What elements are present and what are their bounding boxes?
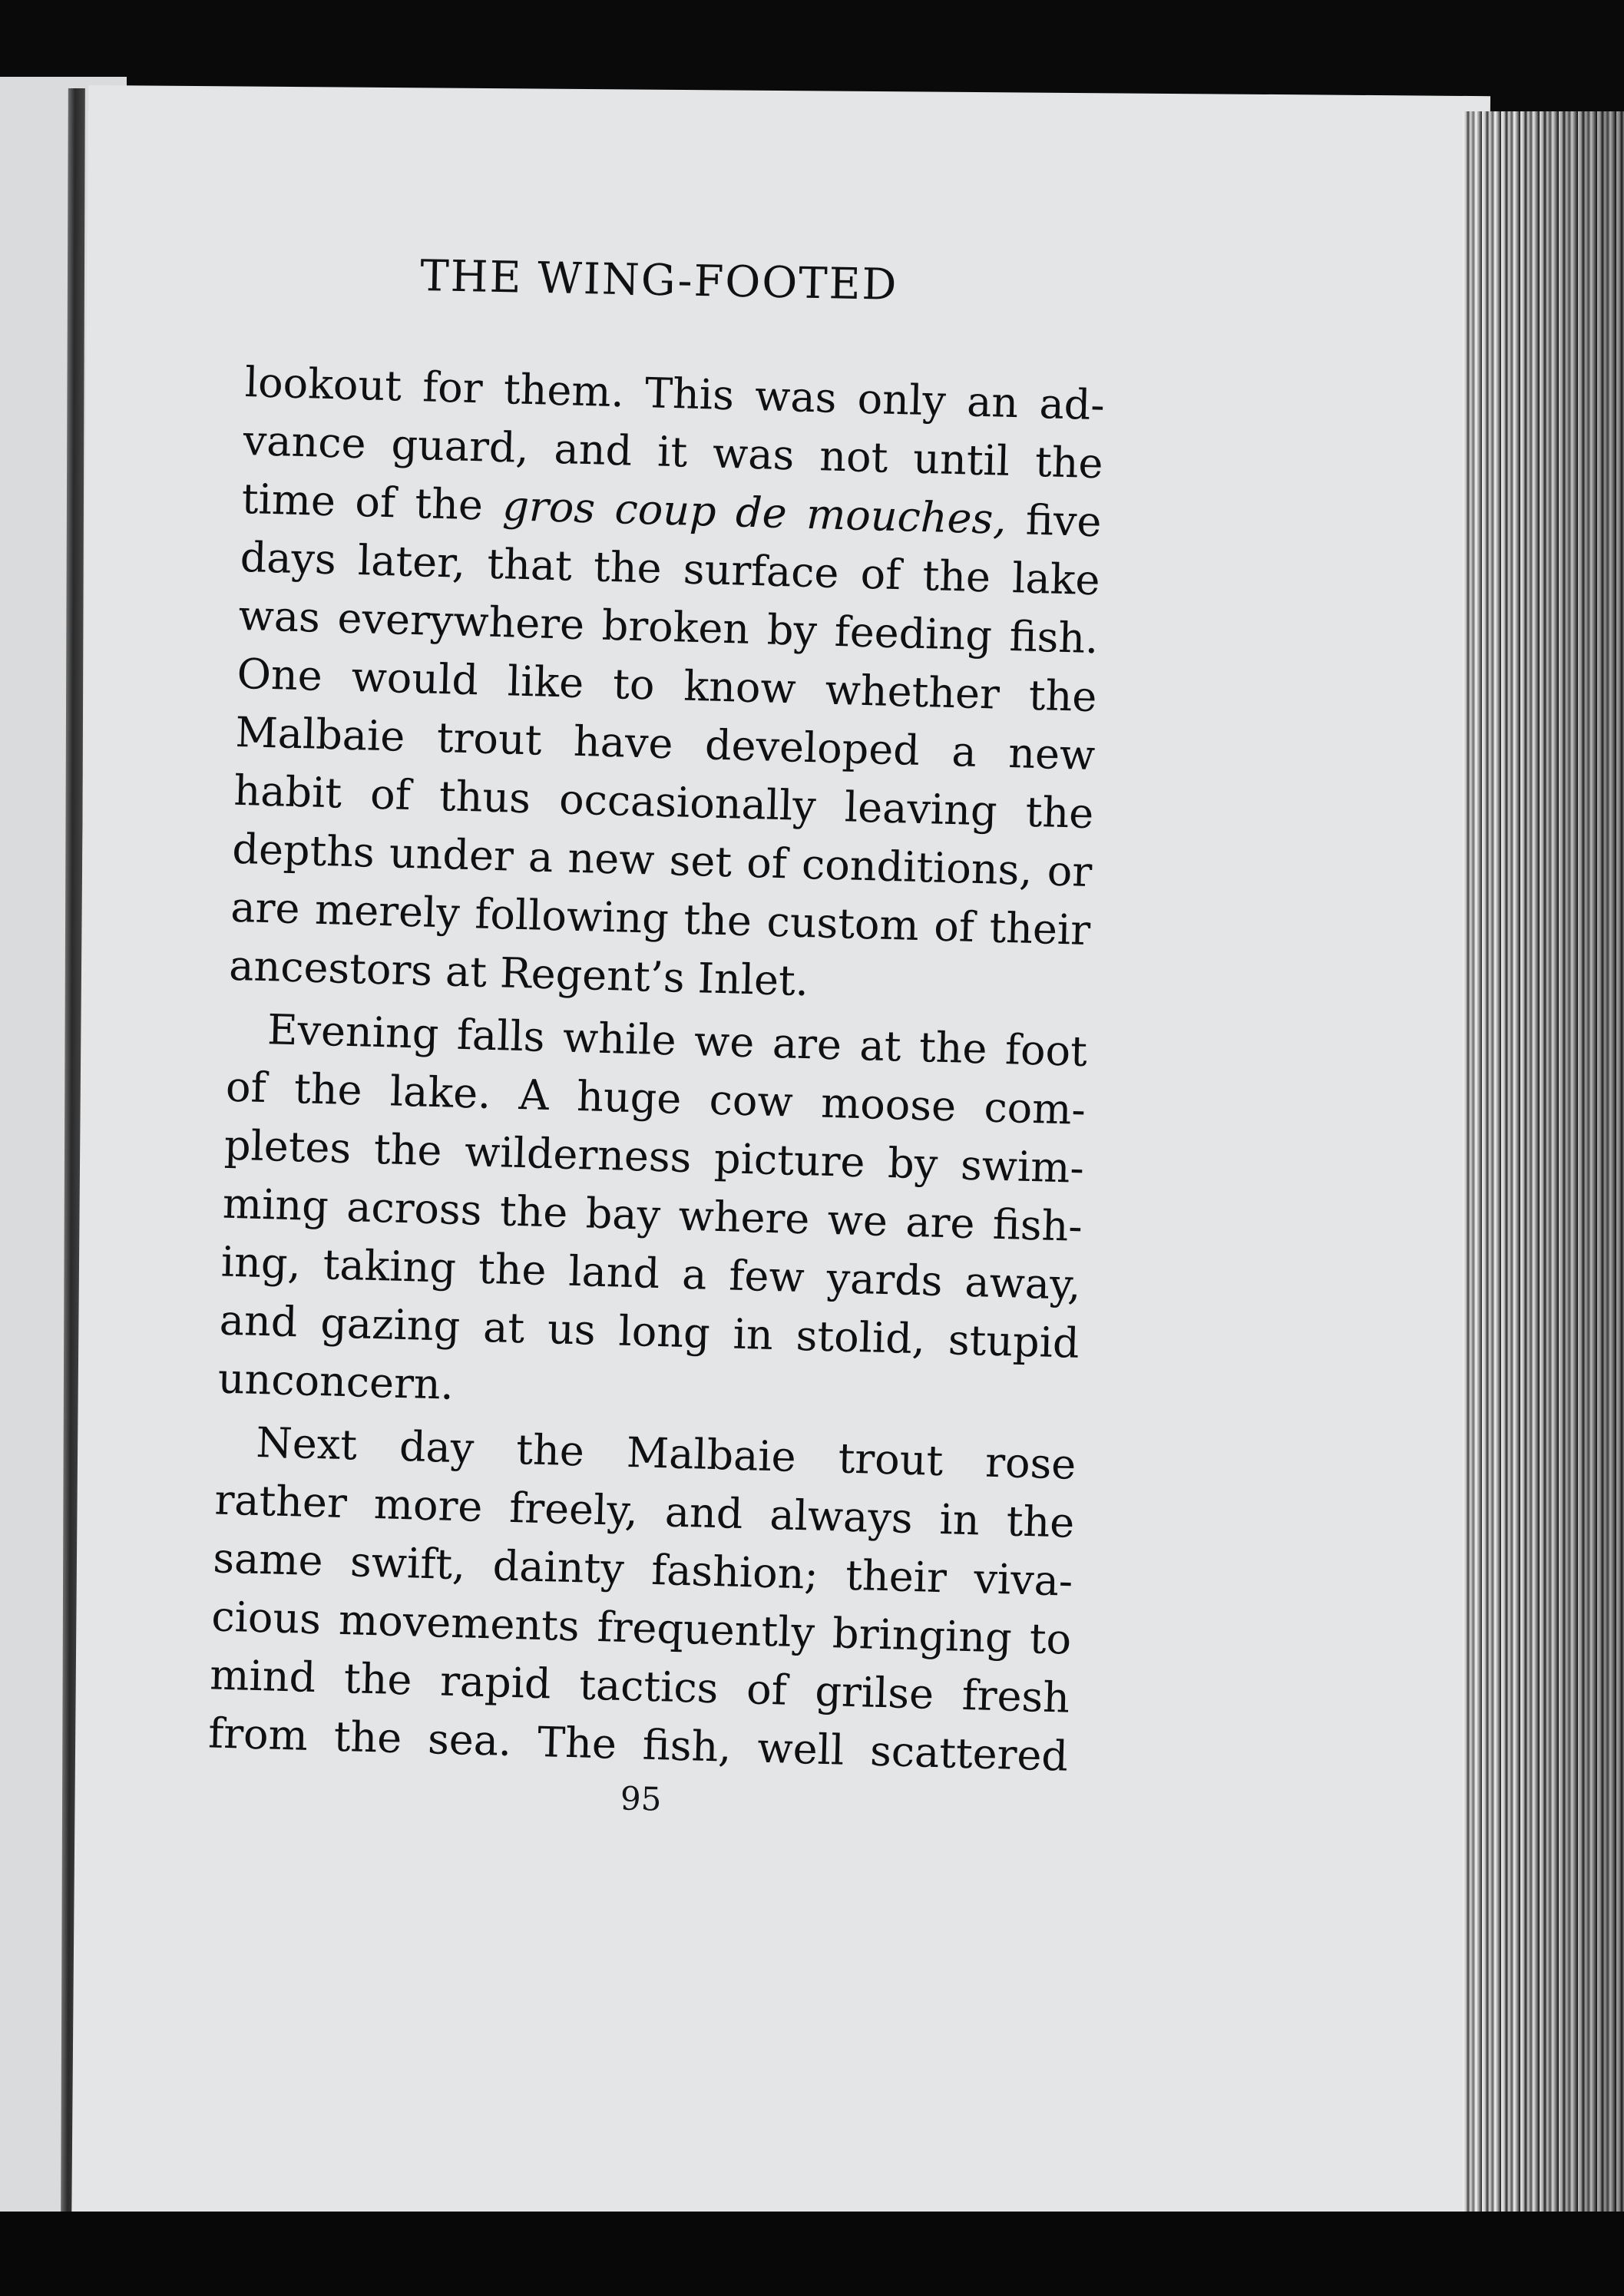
text-line: One would like to know whether the	[236, 649, 1098, 722]
page-number: 95	[620, 1779, 663, 1818]
italic-phrase: gros coup de mouches,	[501, 481, 1007, 544]
text-line: rather more freely, and always in the	[213, 1475, 1076, 1547]
text-line: from the sea. The fish, well scattered	[207, 1709, 1069, 1781]
text-line: and gazing at us long in stolid, stupid	[219, 1295, 1080, 1368]
text-run: five	[1005, 495, 1103, 547]
page-edges-shade	[1463, 111, 1624, 2254]
text-line: ancestors at Regent’s Inlet.	[228, 941, 809, 1006]
text-line: Evening falls while we are at the foot	[266, 1005, 1088, 1076]
text-line: mind the rapid tactics of grilse fresh	[209, 1650, 1070, 1722]
text-line: was everywhere broken by feeding fish.	[237, 591, 1100, 663]
text-line: cious movements frequently bringing to	[210, 1592, 1072, 1664]
text-line: of the lake. A huge cow moose com-	[225, 1062, 1087, 1134]
text-line: habit of thus occasionally leaving the	[233, 766, 1095, 839]
text-line: ing, taking the land a few yards away,	[220, 1237, 1082, 1309]
running-head: THE WING-FOOTED	[419, 251, 898, 310]
text-run: time of the	[241, 474, 504, 531]
text-line: unconcern.	[217, 1354, 455, 1409]
text-line: vance guard, and it was not until the	[243, 415, 1104, 488]
scan-bottom-border	[0, 2212, 1624, 2296]
text-line: Next day the Malbaie trout rose	[255, 1418, 1077, 1489]
body-text	[207, 353, 1105, 1786]
text-line: are merely following the custom of their	[230, 882, 1091, 955]
text-line: lookout for them. This was only an ad-	[244, 357, 1106, 430]
text-line: days later, that the surface of the lake	[239, 532, 1101, 605]
text-line: Malbaie trout have developed a new	[234, 707, 1096, 780]
text-line: depths under a new set of conditions, or	[231, 824, 1093, 897]
text-line: pletes the wilderness picture by swim-	[223, 1120, 1085, 1193]
text-line: ming across the bay where we are fish-	[222, 1179, 1083, 1251]
text-line: same swift, dainty fashion; their viva-	[212, 1533, 1073, 1606]
